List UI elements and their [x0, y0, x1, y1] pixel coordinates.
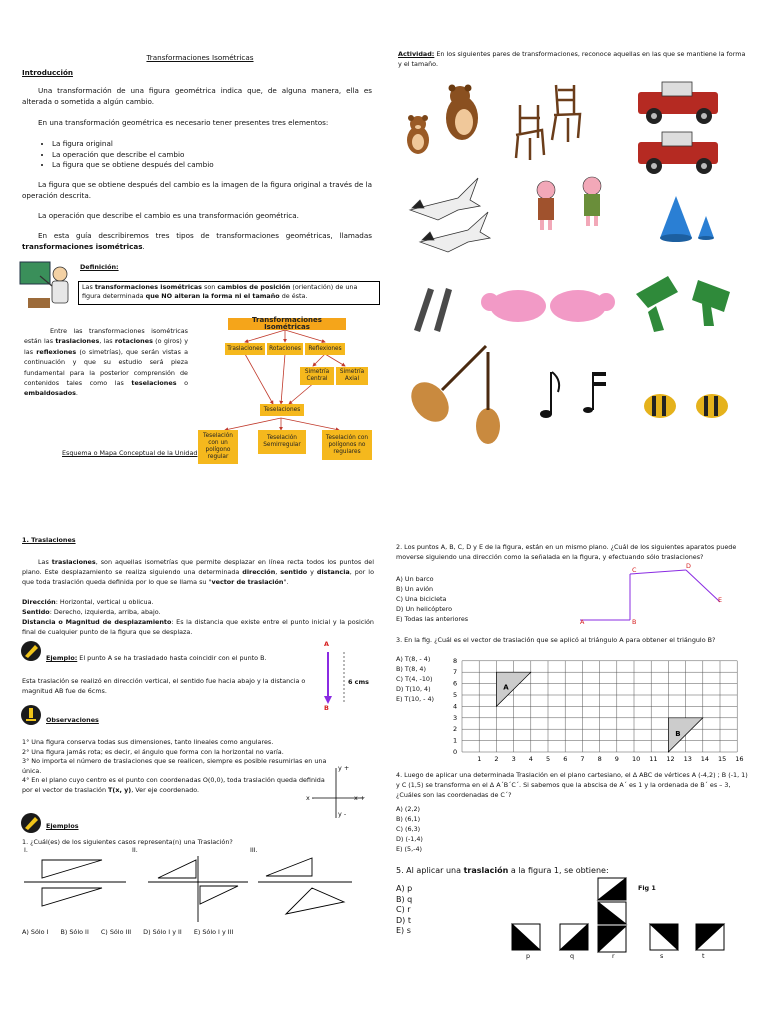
- triangle-a-label: A: [503, 683, 509, 692]
- intro-paragraph-5: En esta guía describiremos tres tipos de transformaciones geométricas, llamadas transformaciones isométricas.: [22, 231, 372, 251]
- intro-paragraph-1: Una transformación de una figura geométrica indica que, de alguna manera, ella es alterada o sometida a algún cambio.: [22, 86, 372, 106]
- definition-label: Definición:: [80, 263, 119, 271]
- question-5: 5. Al aplicar una traslación a la figura 1, se obtiene:: [396, 866, 609, 875]
- q4-options: [396, 804, 476, 854]
- answer-option[interactable]: A) Un barco: [396, 575, 434, 583]
- x-tick-label: 5: [546, 755, 551, 763]
- answer-option[interactable]: D) Un helicóptero: [396, 605, 453, 613]
- answer-option[interactable]: E) (5,-4): [396, 845, 423, 853]
- point-a-label: A: [324, 640, 329, 648]
- q3-grid: [448, 648, 748, 766]
- bee-icon: [644, 394, 728, 418]
- answer-option[interactable]: D) t: [396, 915, 411, 925]
- axis-y-negative: y -: [338, 810, 347, 818]
- isometric-types-paragraph: Entre las transformaciones isométricas están las traslaciones, las rotaciones (o giros) y las reflexiones (o simetrías), que serán vistas a continuación y que su estudio será pieza fundamental para la posterior comprensión de contenidos tales como las teselaciones o embaldosados.: [24, 327, 188, 398]
- x-tick-label: 9: [614, 755, 619, 763]
- point-label: C: [632, 566, 637, 574]
- microscope-icon: [20, 704, 42, 726]
- axis-y-positive: y +: [338, 764, 350, 772]
- question-3: 3. En la fig. ¿Cuál es el vector de traslación que se aplicó al triángulo A para obtener el triángulo B?: [396, 636, 716, 644]
- figure-letter: p: [526, 952, 531, 960]
- case-label: I.: [24, 846, 28, 854]
- answer-option[interactable]: A) T(8, - 4): [396, 655, 431, 663]
- y-tick-label: 0: [453, 748, 458, 756]
- file-tool-icon: [414, 288, 452, 332]
- intro-paragraph-4: La operación que describe el cambio es una transformación geométrica.: [38, 211, 299, 220]
- q1-options: [22, 928, 362, 937]
- concept-simetria-central: Simetría Central: [300, 367, 334, 385]
- point-label: A: [580, 618, 585, 626]
- q5-figures: [510, 876, 740, 960]
- x-tick-label: 12: [666, 755, 675, 763]
- pig-icon: [481, 290, 615, 322]
- point-label: B: [632, 618, 637, 626]
- answer-option[interactable]: B) (6,1): [396, 815, 421, 823]
- x-tick-label: 15: [718, 755, 727, 763]
- intro-heading: Introducción: [22, 68, 74, 77]
- answer-option[interactable]: D) Sólo I y II: [143, 928, 182, 936]
- list-item: • La operación que describe el cambio: [52, 150, 338, 161]
- answer-option[interactable]: B) T(8, 4): [396, 665, 426, 673]
- answer-option[interactable]: B) q: [396, 894, 413, 904]
- answer-option[interactable]: E) Sólo I y III: [193, 928, 234, 936]
- q5-options: [396, 884, 456, 937]
- bear-icon: [407, 85, 478, 155]
- triangle-b-label: B: [675, 730, 681, 739]
- answer-option[interactable]: E) T(10, - 4): [396, 695, 435, 703]
- x-tick-label: 11: [649, 755, 658, 763]
- observations-list: [22, 738, 332, 795]
- pencil-icon: [20, 640, 42, 662]
- answer-option[interactable]: C) r: [396, 905, 411, 914]
- axis-x-positive: x +: [354, 794, 366, 802]
- x-tick-label: 14: [700, 755, 710, 763]
- drill-icon: [636, 276, 730, 332]
- answer-option[interactable]: C) (6,3): [396, 825, 421, 833]
- case-label: III.: [250, 846, 258, 854]
- cone-icon: [660, 196, 714, 242]
- y-tick-label: 3: [453, 713, 458, 722]
- list-item: 4° En el plano cuyo centro es el punto con coordenadas O(0,0), toda traslación queda definida por el vector de traslación T(x, y), Ver eje coordenado.: [22, 776, 325, 794]
- x-tick-label: 1: [477, 755, 482, 763]
- guitar-icon: [404, 346, 500, 444]
- vector-components: Dirección: Horizontal, vertical u oblicua. Sentido: Derecho, izquierda, arriba, abajo. Distancia o Magnitud de desplazamiento: Es la distancia que existe entre el punto inicial y la posición final de cualquier punto de la figura que se desplaza.: [22, 598, 374, 636]
- car-icon: [638, 82, 718, 174]
- intro-paragraph-3: La figura que se obtiene después del cambio es la imagen de la figura original a través de la operación descrita.: [22, 180, 372, 200]
- list-item: • La figura que se obtiene después del cambio: [52, 160, 338, 171]
- chair-icon: [516, 85, 580, 160]
- concept-traslaciones: Traslaciones: [225, 343, 265, 355]
- concept-simetria-axial: Simetría Axial: [336, 367, 368, 385]
- figure-1-label: Fig 1: [638, 884, 656, 892]
- point-label: D: [686, 562, 691, 570]
- space-shuttle-icon: [410, 178, 490, 252]
- examples-heading: Ejemplos: [46, 822, 79, 830]
- x-tick-label: 8: [597, 755, 602, 763]
- schema-caption: Esquema o Mapa Conceptual de la Unidad: [62, 449, 198, 457]
- y-tick-label: 5: [453, 691, 458, 699]
- answer-option[interactable]: C) T(4, -10): [396, 675, 433, 683]
- concept-map-title: Transformaciones Isométricas: [228, 318, 346, 330]
- answer-option[interactable]: A) p: [396, 884, 413, 893]
- q2-path-diagram: [560, 562, 730, 628]
- x-tick-label: 2: [494, 755, 499, 763]
- axis-x-negative: x -: [306, 794, 315, 802]
- x-tick-label: 10: [632, 755, 641, 763]
- pig-character-icon: [537, 177, 601, 230]
- concept-rotaciones: Rotaciones: [267, 343, 303, 355]
- q2-options: [396, 574, 516, 624]
- activity-instructions: Actividad: En los siguientes pares de transformaciones, reconoce aquellas en las que se mantiene la forma y el tamaño.: [398, 50, 746, 68]
- y-tick-label: 8: [453, 656, 458, 665]
- example-explanation: Esta traslación se realizó en dirección vertical, el sentido fue hacia abajo y la distancia o magnitud AB fue de 6cms.: [22, 677, 306, 695]
- figure-letter: r: [612, 952, 615, 960]
- pencil-icon: [20, 812, 42, 834]
- y-tick-label: 7: [453, 668, 458, 677]
- activity-pictures: [398, 80, 748, 460]
- figure-letter: s: [660, 952, 664, 960]
- answer-option[interactable]: E) s: [396, 926, 411, 935]
- answer-option[interactable]: C) Sólo III: [100, 928, 132, 936]
- definition-box: Las transformaciones isométricas son cambios de posición (orientación) de una figura determinada que NO alteran la forma ni el tamaño de ésta.: [78, 281, 380, 305]
- answer-option[interactable]: B) Sólo II: [60, 928, 89, 936]
- music-note-icon: [540, 372, 606, 418]
- x-tick-label: 4: [528, 755, 533, 763]
- list-item: • La figura original: [52, 139, 338, 150]
- question-1: 1. ¿Cuál(es) de los siguientes casos representa(n) una Traslación?: [22, 838, 233, 846]
- point-label: E: [718, 596, 723, 604]
- y-tick-label: 1: [453, 736, 458, 745]
- x-tick-label: 3: [511, 755, 516, 763]
- answer-option[interactable]: A) (2,2): [396, 805, 421, 813]
- traslaciones-definition: Las traslaciones, son aquellas isometrías que permite desplazar en línea recta todos los puntos del plano. Este desplazamiento se realiza siguiendo una determinada dirección, sentido y distancia, por lo que toda traslación queda definida por lo que se llama su "vector de traslación".: [22, 558, 374, 586]
- x-tick-label: 13: [683, 755, 692, 763]
- question-4: 4. Luego de aplicar una determinada Traslación en el plano cartesiano, el Δ ABC de vértices A (-4,2) ; B (-1, 1) y C (1,5) se transforma en el Δ A´B´C´. Si sabemos que la abscisa de A´ es 1 y la ordenada de B´ es – 3, ¿Cuáles son las coordenadas de C´?: [396, 771, 748, 799]
- answer-option[interactable]: A) Sólo I: [22, 928, 49, 936]
- example-statement: Ejemplo: El punto A se ha trasladado hasta coincidir con el punto B.: [46, 654, 267, 662]
- concept-teselacion-regular: Teselación con un polígono regular: [198, 430, 238, 464]
- list-item: 1° Una figura conserva todas sus dimensiones, tanto lineales como angulares.: [22, 738, 274, 746]
- concept-teselaciones: Teselaciones: [260, 404, 304, 416]
- teacher-icon: [18, 260, 76, 310]
- question-2: 2. Los puntos A, B, C, D y E de la figura, están en un mismo plano. ¿Cuál de los siguientes aparatos puede moverse siguiendo una dirección como la señalada en la figura, y efectuando sólo traslaciones?: [396, 543, 737, 561]
- answer-option[interactable]: D) (-1,4): [396, 835, 423, 843]
- x-tick-label: 6: [563, 755, 568, 763]
- answer-option[interactable]: B) Un avión: [396, 585, 434, 593]
- list-item: 3° No importa el número de traslaciones que se realicen, siempre es posible resumirlas en una única.: [22, 757, 327, 775]
- q1-cases-figures: [22, 854, 362, 924]
- point-b-label: B: [324, 704, 329, 712]
- answer-option[interactable]: E) Todas las anteriores: [396, 615, 469, 623]
- figure-letter: t: [702, 952, 705, 960]
- section-title-traslaciones: 1. Traslaciones: [22, 536, 76, 544]
- figure-letter: q: [570, 952, 575, 960]
- intro-paragraph-2: En una transformación geométrica es necesario tener presentes tres elementos:: [38, 118, 329, 127]
- answer-option[interactable]: C) Una bicicleta: [396, 595, 447, 603]
- concept-reflexiones: Reflexiones: [305, 343, 345, 355]
- elements-list: [38, 139, 338, 171]
- observaciones-heading: Observaciones: [46, 716, 99, 724]
- x-tick-label: 16: [735, 755, 744, 763]
- concept-teselacion-semirregular: Teselación Semirregular: [258, 430, 306, 454]
- concept-teselacion-no-regular: Teselación con polígonos no regulares: [322, 430, 372, 460]
- answer-option[interactable]: D) T(10, 4): [396, 685, 431, 693]
- page-title: Transformaciones Isométricas: [146, 53, 254, 62]
- y-tick-label: 6: [453, 679, 458, 688]
- distance-label: 6 cms: [348, 678, 369, 686]
- y-tick-label: 2: [453, 725, 458, 734]
- x-tick-label: 7: [580, 755, 585, 763]
- coordinate-axes: [306, 764, 368, 822]
- case-label: II.: [132, 846, 138, 854]
- y-tick-label: 4: [453, 702, 458, 711]
- list-item: 2° Una figura jamás rota; es decir, el ángulo que forma con la horizontal no varía.: [22, 747, 284, 756]
